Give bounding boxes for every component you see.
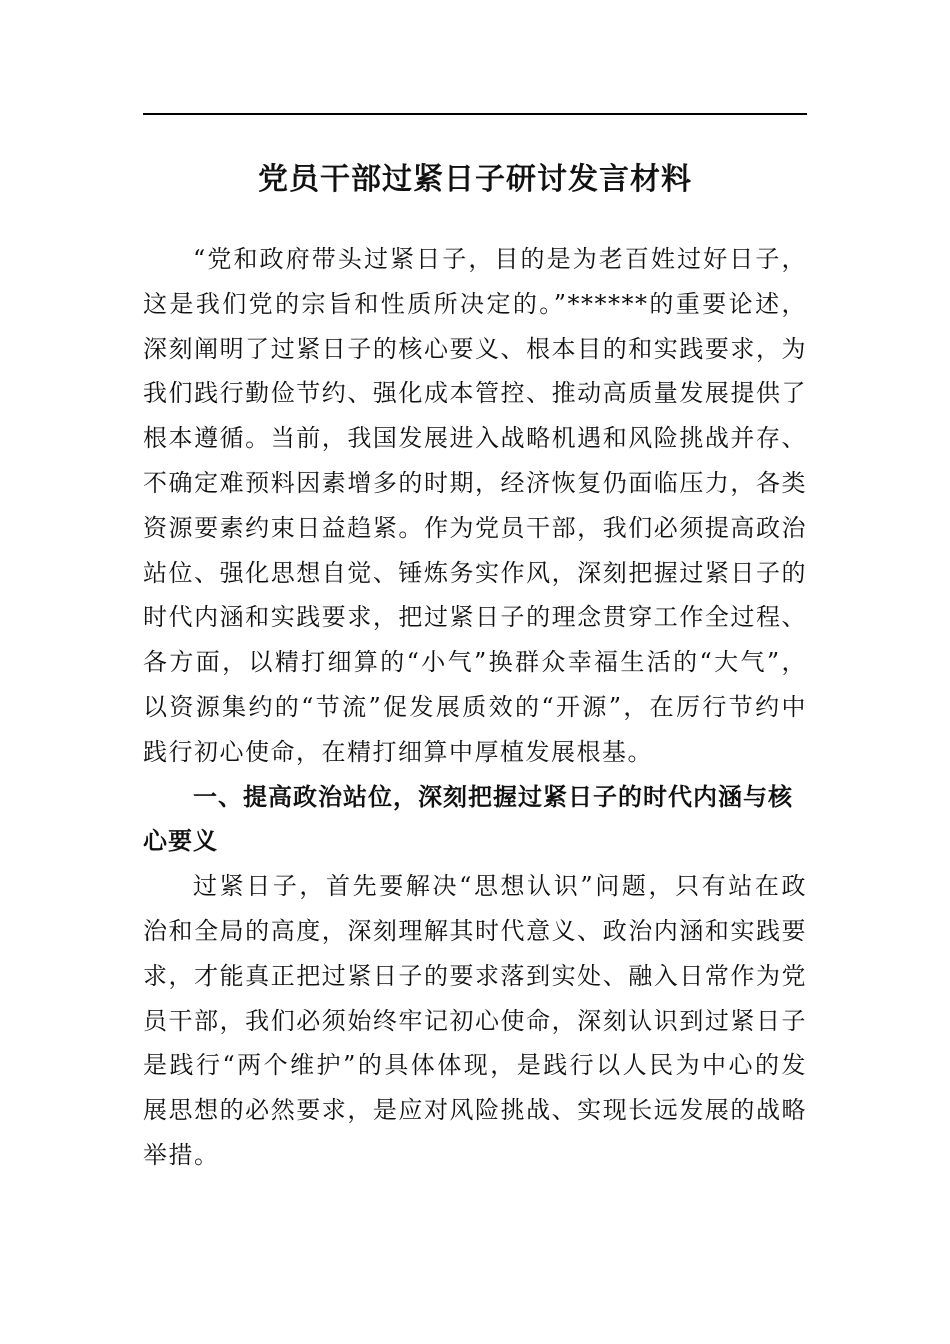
document-body xyxy=(143,237,807,1178)
section-1-paragraph: 过紧日子，首先要解决“思想认识”问题，只有站在政治和全局的高度，深刻理解其时代意义、政治内涵和实践要求，才能真正把过紧日子的要求落到实处、融入日常作为党员干部，我们必须始终牢记初心使命，深刻认识到过紧日子是践行“两个维护”的具体体现，是践行以人民为中心的发展思想的必然要求，是应对风险挑战、实现长远发展的战略举措。 xyxy=(143,872,807,1169)
section-1-heading: 一、提高政治站位，深刻把握过紧日子的时代内涵与核心要义 xyxy=(143,782,793,856)
intro-paragraph: “党和政府带头过紧日子，目的是为老百姓过好日子，这是我们党的宗旨和性质所决定的。”******的重要论述，深刻阐明了过紧日子的核心要义、根本目的和实践要求，为我们践行勤俭节约、强化成本管控、推动高质量发展提供了根本遵循。当前，我国发展进入战略机遇和风险挑战并存、不确定难预料因素增多的时期，经济恢复仍面临压力，各类资源要素约束日益趋紧。作为党员干部，我们必须提高政治站位、强化思想自觉、锤炼务实作风，深刻把握过紧日子的时代内涵和实践要求，把过紧日子的理念贯穿工作全过程、各方面，以精打细算的“小气”换群众幸福生活的“大气”，以资源集约的“节流”促发展质效的“开源”，在厉行节约中践行初心使命，在精打细算中厚植发展根基。 xyxy=(143,245,807,766)
document-title: 党员干部过紧日子研讨发言材料 xyxy=(258,162,692,197)
header-rule xyxy=(143,113,807,115)
